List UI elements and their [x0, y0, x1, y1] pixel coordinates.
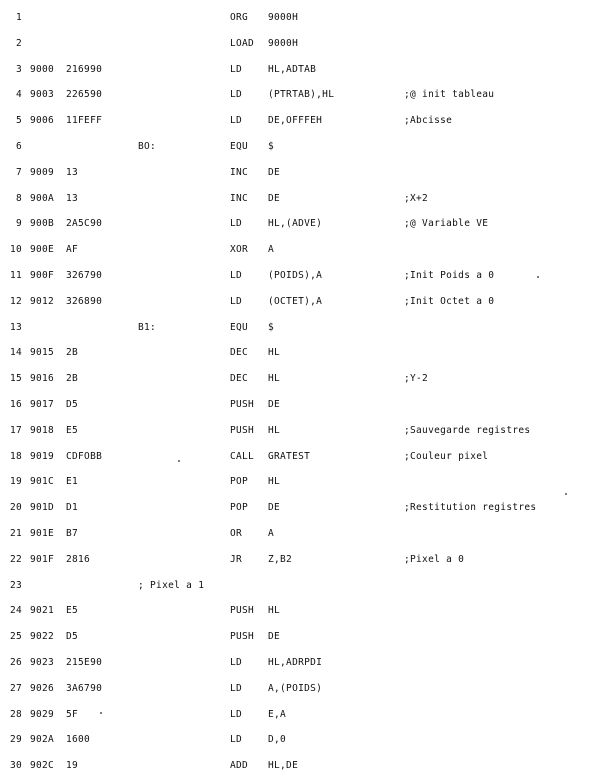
machine-code: 2A5C90 [66, 218, 103, 229]
comment: ;Abcisse [404, 115, 453, 126]
mnemonic: PUSH [230, 425, 255, 436]
line-number: 3 [15, 64, 22, 75]
label: B1: [138, 322, 157, 333]
line-number: 4 [15, 89, 22, 100]
address: 9021 [30, 605, 55, 616]
line-number: 24 [9, 605, 22, 616]
scan-speck [565, 493, 567, 495]
line-number: 29 [9, 734, 22, 745]
machine-code: D1 [66, 502, 79, 513]
address: 901F [30, 554, 55, 565]
line-number: 17 [9, 425, 22, 436]
listing-line [0, 270, 590, 284]
machine-code: 216990 [66, 64, 103, 75]
operand: A [268, 528, 275, 539]
address: 9000 [30, 64, 55, 75]
comment: ;Pixel a 0 [404, 554, 465, 565]
mnemonic: ADD [230, 760, 249, 771]
listing-line [0, 167, 590, 181]
address: 900B [30, 218, 55, 229]
listing-line [0, 218, 590, 232]
line-number: 16 [9, 399, 22, 410]
address: 901D [30, 502, 55, 513]
operand: DE [268, 502, 281, 513]
machine-code: 5F [66, 709, 79, 720]
mnemonic: LD [230, 218, 243, 229]
address: 901E [30, 528, 55, 539]
mnemonic: ORG [230, 12, 249, 23]
line-number: 6 [15, 141, 22, 152]
listing-line [0, 115, 590, 129]
comment: ;Couleur pixel [404, 451, 489, 462]
mnemonic: LD [230, 683, 243, 694]
operand: HL,DE [268, 760, 299, 771]
machine-code: E1 [66, 476, 79, 487]
line-number: 14 [9, 347, 22, 358]
operand: HL [268, 373, 281, 384]
operand: $ [268, 322, 275, 333]
comment: ;Restitution registres [404, 502, 537, 513]
line-number: 18 [9, 451, 22, 462]
operand: DE [268, 631, 281, 642]
line-number: 10 [9, 244, 22, 255]
operand: (OCTET),A [268, 296, 323, 307]
line-number: 5 [15, 115, 22, 126]
operand: HL,(ADVE) [268, 218, 323, 229]
operand: Z,B2 [268, 554, 293, 565]
listing-line [0, 322, 590, 336]
address: 900F [30, 270, 55, 281]
comment: ;@ Variable VE [404, 218, 489, 229]
machine-code: 326890 [66, 296, 103, 307]
line-number: 30 [9, 760, 22, 771]
machine-code: CDFOBB [66, 451, 103, 462]
operand: A [268, 244, 275, 255]
listing-line [0, 12, 590, 26]
machine-code: 3A6790 [66, 683, 103, 694]
operand: HL,ADRPDI [268, 657, 323, 668]
address: 9023 [30, 657, 55, 668]
listing-line [0, 683, 590, 697]
address: 9029 [30, 709, 55, 720]
machine-code: D5 [66, 399, 79, 410]
mnemonic: EQU [230, 141, 249, 152]
listing-line [0, 502, 590, 516]
listing-line [0, 709, 590, 723]
mnemonic: LD [230, 64, 243, 75]
address: 9018 [30, 425, 55, 436]
address: 902A [30, 734, 55, 745]
line-number: 8 [15, 193, 22, 204]
listing-line [0, 631, 590, 645]
address: 9017 [30, 399, 55, 410]
line-number: 2 [15, 38, 22, 49]
address: 9012 [30, 296, 55, 307]
mnemonic: PUSH [230, 399, 255, 410]
operand: DE [268, 399, 281, 410]
mnemonic: DEC [230, 347, 249, 358]
line-number: 15 [9, 373, 22, 384]
operand: DE [268, 167, 281, 178]
listing-line [0, 399, 590, 413]
label: BO: [138, 141, 157, 152]
address: 9003 [30, 89, 55, 100]
operand: (POIDS),A [268, 270, 323, 281]
listing-line [0, 476, 590, 490]
machine-code: 326790 [66, 270, 103, 281]
machine-code: 13 [66, 167, 79, 178]
line-number: 26 [9, 657, 22, 668]
mnemonic: JR [230, 554, 243, 565]
listing-line [0, 425, 590, 439]
mnemonic: INC [230, 167, 249, 178]
listing-line [0, 141, 590, 155]
machine-code: 226590 [66, 89, 103, 100]
line-number: 13 [9, 322, 22, 333]
line-number: 27 [9, 683, 22, 694]
address: 901C [30, 476, 55, 487]
label: ; Pixel a 1 [138, 580, 205, 591]
machine-code: E5 [66, 425, 79, 436]
line-number: 25 [9, 631, 22, 642]
machine-code: E5 [66, 605, 79, 616]
listing-line [0, 373, 590, 387]
line-number: 22 [9, 554, 22, 565]
operand: HL [268, 476, 281, 487]
comment: ;Init Octet a 0 [404, 296, 495, 307]
operand: HL [268, 347, 281, 358]
operand: DE [268, 193, 281, 204]
listing-line [0, 347, 590, 361]
mnemonic: LD [230, 734, 243, 745]
address: 9016 [30, 373, 55, 384]
line-number: 11 [9, 270, 22, 281]
comment: ;Init Poids a 0 [404, 270, 495, 281]
listing-line [0, 451, 590, 465]
mnemonic: LD [230, 296, 243, 307]
mnemonic: PUSH [230, 605, 255, 616]
machine-code: 13 [66, 193, 79, 204]
machine-code: 2B [66, 347, 79, 358]
operand: HL,ADTAB [268, 64, 317, 75]
mnemonic: LD [230, 270, 243, 281]
line-number: 19 [9, 476, 22, 487]
listing-line [0, 760, 590, 774]
operand: HL [268, 425, 281, 436]
listing-line [0, 244, 590, 258]
comment: ;Sauvegarde registres [404, 425, 531, 436]
operand: 9000H [268, 38, 299, 49]
listing-line [0, 528, 590, 542]
listing-line [0, 580, 590, 594]
mnemonic: DEC [230, 373, 249, 384]
mnemonic: EQU [230, 322, 249, 333]
listing-line [0, 554, 590, 568]
operand: DE,OFFFEH [268, 115, 323, 126]
operand: E,A [268, 709, 287, 720]
listing-line [0, 193, 590, 207]
mnemonic: POP [230, 502, 249, 513]
line-number: 7 [15, 167, 22, 178]
listing-line [0, 296, 590, 310]
line-number: 1 [15, 12, 22, 23]
operand: GRATEST [268, 451, 311, 462]
operand: A,(POIDS) [268, 683, 323, 694]
operand: D,0 [268, 734, 287, 745]
operand: 9000H [268, 12, 299, 23]
operand: $ [268, 141, 275, 152]
address: 902C [30, 760, 55, 771]
address: 900A [30, 193, 55, 204]
listing-line [0, 89, 590, 103]
machine-code: D5 [66, 631, 79, 642]
line-number: 28 [9, 709, 22, 720]
listing-line [0, 64, 590, 78]
line-number: 12 [9, 296, 22, 307]
comment: ;X+2 [404, 193, 429, 204]
mnemonic: OR [230, 528, 243, 539]
comment: ;Y-2 [404, 373, 429, 384]
machine-code: 19 [66, 760, 79, 771]
address: 900E [30, 244, 55, 255]
mnemonic: CALL [230, 451, 255, 462]
address: 9019 [30, 451, 55, 462]
listing-line [0, 734, 590, 748]
line-number: 9 [15, 218, 22, 229]
address: 9009 [30, 167, 55, 178]
comment: ;@ init tableau [404, 89, 495, 100]
machine-code: 215E90 [66, 657, 103, 668]
machine-code: 11FEFF [66, 115, 103, 126]
machine-code: AF [66, 244, 79, 255]
listing-line [0, 38, 590, 52]
listing-line [0, 605, 590, 619]
mnemonic: XOR [230, 244, 249, 255]
mnemonic: LD [230, 89, 243, 100]
mnemonic: LD [230, 115, 243, 126]
mnemonic: LD [230, 709, 243, 720]
mnemonic: POP [230, 476, 249, 487]
address: 9022 [30, 631, 55, 642]
mnemonic: PUSH [230, 631, 255, 642]
operand: HL [268, 605, 281, 616]
mnemonic: LD [230, 657, 243, 668]
machine-code: B7 [66, 528, 79, 539]
line-number: 21 [9, 528, 22, 539]
address: 9006 [30, 115, 55, 126]
machine-code: 1600 [66, 734, 91, 745]
mnemonic: LOAD [230, 38, 255, 49]
address: 9015 [30, 347, 55, 358]
line-number: 23 [9, 580, 22, 591]
address: 9026 [30, 683, 55, 694]
machine-code: 2B [66, 373, 79, 384]
listing-line [0, 657, 590, 671]
line-number: 20 [9, 502, 22, 513]
mnemonic: INC [230, 193, 249, 204]
operand: (PTRTAB),HL [268, 89, 335, 100]
machine-code: 2816 [66, 554, 91, 565]
